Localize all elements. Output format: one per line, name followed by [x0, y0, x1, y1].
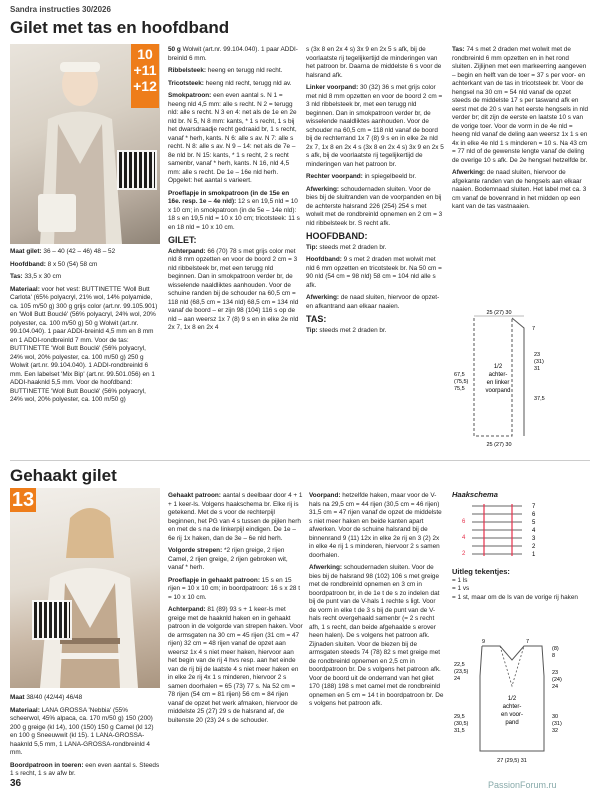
- paragraph-text: 15 s en 15 rijen = 10 x 10 cm; in boordpatroon: 16 s x 28 t = 10 x 10 cm.: [168, 576, 300, 601]
- paragraph-lead: Afwerking:: [309, 564, 343, 571]
- svg-text:32: 32: [552, 728, 559, 734]
- site-watermark: PassionForum.ru: [488, 780, 557, 790]
- paragraph-text: steeds met 2 draden br.: [317, 326, 387, 334]
- paragraph-lead: Materiaal:: [10, 706, 40, 714]
- paragraph-text: 74 s met 2 draden met wolwit met de rondbreinld 6 mm opzetten en in het rond sluiten. Zijlijnen met een markeerring aangeven – begin en helft van de toer = 37 s per voor- en achterkant van de tas in tricotsteek br. Voor de hengsel na 30 cm = 54 nld vanaf de opzet steeds de middelste 17 s per taswand afk en eerst met de 20 s van het eerste hengsels in nld verder br; dit zijn de eerste en laatste 10 s van de vorige toer. Voor de vorm in de 4e nld = heeng nld vanaf de deling aan weersz 1x 1 s en 4x in elke 4e nld 1 s minderen = 10 s. Na 43 cm = 77 nld of de gewenste lengte vanaf de deling de overige 10 s afk. De 2e hengsel hetzelfde br.: [452, 46, 589, 164]
- paragraph-text: aantal s deelbaar door 4 + 1 + 1 keer-ls. Volgens haakschema br. Elke rij is getekend. Met de s voor de rechterpijl beginnen, het PG van 4 s tussen de pijlen herh en met de s na de linkerpijl eindigen. De 1e – 6e rij 1x haken, dan de 3e – 6e nld herh.: [168, 492, 303, 542]
- svg-text:7: 7: [532, 504, 536, 510]
- paragraph-lead: Maat gilet:: [10, 248, 42, 255]
- paragraph: [168, 577, 303, 603]
- paragraph-lead: Materiaal:: [10, 285, 40, 293]
- svg-text:(24): (24): [552, 677, 562, 683]
- page-number: 36: [10, 778, 22, 789]
- qr-code-1[interactable]: [117, 150, 157, 190]
- paragraph-text: 30 (32) 36 s met grijs color met nld 8 mm opzetten en voor de boord 2 cm = 3 nld ribbelsteek br, met een terugg nld beginnen. Dan in smokpatroon verder br, de wisselende naaldliktes aanhouden. Voor de schouder na 60,5 cm = 118 nld vanaf de boord bij de rechterrand 1x 7 (8) 9 s en in elke 2e nld 2x 7, 1x 8 en 2x 4 s (3x 8 en 2x 4 s) 3x 9 en 2x 5 s afk, bij de voorlaatste rij tegelijkertijd de minderingen van het patroon br.: [306, 84, 444, 168]
- svg-text:1: 1: [532, 552, 536, 558]
- svg-text:en linker: en linker: [486, 380, 510, 386]
- qr-code-2[interactable]: [32, 600, 72, 640]
- svg-text:(8): (8): [552, 646, 559, 652]
- svg-text:(23,5): (23,5): [454, 669, 469, 675]
- paragraph-lead: Boordpatroon in toeren:: [10, 761, 84, 769]
- svg-text:(31): (31): [552, 721, 562, 727]
- svg-text:2: 2: [532, 544, 536, 550]
- paragraph-lead: Tas:: [10, 273, 23, 280]
- svg-text:4: 4: [532, 528, 536, 534]
- s1-col4: [452, 46, 590, 216]
- svg-text:67,5: 67,5: [454, 372, 465, 378]
- legend-vs: = 1 vs: [452, 585, 470, 592]
- s1-col3: [306, 46, 444, 339]
- paragraph-lead: Afwerking:: [306, 185, 340, 193]
- section2-title: Gehaakt gilet: [10, 466, 117, 485]
- paragraph-text: een even aantal s. N 1 = heeng nld 4,5 mm: alle s recht. N 2 = terugg nld: alle s recht. N 3 en 4: net als de 1e en 2e nld br. N 5, N 8 mm: kants, * 1 s recht, 1 s bij het dwarsdraadje recht gedraaid br, 1 s recht, vanaf * herh, kants. N 6: alle s av. N 7: alle s recht. N 8: alle s av. N 9 – 14: net als de 7e – 8e nld br. N 15: kants, * 1 s recht, 2 s recht samenbr, vanaf * herh, kants. N 16, nld 4,5 mm: alle s recht. De 1e – 16e nld herh. Opgelet: het aantal s varieert.: [168, 92, 297, 184]
- svg-text:1/2: 1/2: [507, 696, 517, 702]
- paragraph: [10, 694, 160, 703]
- svg-text:23: 23: [534, 352, 541, 358]
- magazine-header: Sandra instructies 30/2026: [10, 5, 111, 14]
- s2-col1: [10, 694, 160, 783]
- svg-text:24: 24: [552, 684, 559, 690]
- paragraph-text: 8 x 50 (54) 58 cm: [45, 260, 98, 268]
- paragraph-lead: Tricotsteek:: [168, 79, 204, 87]
- paragraph-lead: Voorpand:: [309, 492, 341, 499]
- paragraph-lead: Maat: [10, 694, 25, 701]
- paragraph: [10, 707, 160, 758]
- paragraph-text: 81 (89) 93 s + 1 keer-ls met greige met de haaknld haken en in gehaakt patroon in de volgorde van strepen haken. Voor de armsgaten na 30 cm = 45 rijen (31 cm = 47 rijen) 32 cm = 48 rijen vanaf de opzet aan weersz 1x 4 s niet meer haken, hiervoor aan het begin van de rij 4 hvs resp. aan het einde van de rij bij de laatste 4 s niet meer haken en in elke 2e rij 4x 1 s minderen, hiervoor 2 s samen doorhalen = 65 (73) 77 s. Na 52 cm = 78 rijen (54 cm = 81 rijen) 56 cm = 84 rijen vanaf de opzet het werk afmaken, hiervoor de middelste 25 (27) 29 s de halsrand af, de buitenste 20 (23) 24 s de schouder.: [168, 606, 303, 724]
- paragraph: [306, 173, 444, 182]
- paragraph-text: heeng nld recht, terugg nld av.: [203, 79, 292, 87]
- paragraph: [168, 92, 300, 186]
- s1-pattern-diagram: [452, 308, 592, 448]
- paragraph: [306, 84, 444, 169]
- svg-text:achter-: achter-: [488, 372, 508, 378]
- svg-text:en voor-: en voor-: [500, 712, 524, 718]
- s1-dia-top-small: 7: [532, 326, 536, 332]
- paragraph: [168, 547, 303, 573]
- haakschema-chart: [452, 500, 592, 560]
- paragraph-text: steeds met 2 draden br.: [317, 243, 387, 251]
- section-divider: [10, 460, 590, 461]
- section1-title: Gilet met tas en hoofdband: [10, 18, 230, 37]
- paragraph: [10, 261, 160, 270]
- pattern-badge-13: 13: [11, 489, 35, 511]
- paragraph-lead: Hoofdband:: [306, 256, 342, 263]
- s1-col1: [10, 248, 160, 409]
- paragraph: [168, 492, 303, 543]
- paragraph-lead: Hoofdband:: [10, 260, 46, 268]
- paragraph-text: s (3x 8 en 2x 4 s) 3x 9 en 2x 5 s afk, bij de voorlaatste rij tegelijkertijd de minderingen van het patroon br. Daarna de middelste 6 s voor de halsrand afk.: [306, 46, 442, 79]
- legend-st: = 1 st, maar om de ls van de vorige rij haken: [452, 593, 578, 601]
- paragraph-text: heeng en terugg nld recht.: [206, 67, 283, 74]
- svg-text:2: 2: [462, 551, 466, 557]
- s1-col2: [168, 46, 300, 337]
- paragraph: [306, 186, 444, 229]
- pattern-badge-10-12: 10 +11 +12: [131, 44, 159, 108]
- paragraph: [306, 256, 444, 290]
- paragraph-lead: Afwerking:: [452, 169, 486, 176]
- paragraph: [306, 294, 444, 311]
- paragraph-text: een even aantal s. Steeds 1 s recht, 1 s av afw br.: [10, 761, 160, 777]
- paragraph-lead: Proeflapje in gehaakt patroon:: [168, 576, 260, 584]
- svg-text:achter-: achter-: [502, 704, 522, 710]
- svg-text:31: 31: [534, 366, 541, 372]
- paragraph-lead: Volgorde strepen:: [168, 547, 223, 554]
- s2-dia-bottom: 27 (29,5) 31: [497, 758, 527, 764]
- svg-text:9: 9: [482, 639, 486, 645]
- svg-text:24: 24: [454, 676, 461, 682]
- svg-text:30: 30: [552, 714, 559, 720]
- paragraph: [452, 46, 590, 165]
- paragraph-lead: Achterpand:: [168, 247, 206, 255]
- svg-text:(30,5): (30,5): [454, 721, 469, 727]
- paragraph-lead: Tip:: [306, 243, 318, 251]
- s1-dia-bottom: 25 (27) 30: [486, 442, 512, 448]
- svg-text:23: 23: [552, 670, 559, 676]
- paragraph-text: 36 – 40 (42 – 46) 48 – 52: [41, 248, 116, 255]
- svg-text:pand: pand: [505, 720, 519, 726]
- paragraph-lead: Gehaakt patroon:: [168, 492, 221, 499]
- paragraph-text: de naad sluiten, hiervoor de afgekante randen van de hengsels aan elkaar naaien. Bodemnaad sluiten. Het label met ca. 3 cm vanaf de bovenrand in het midden op een kant van de tas vastnaaien.: [452, 169, 587, 210]
- legend: Uitleg tekentjes: = 1 ls = 1 vs = 1 st, maar om de ls van de vorige rij haken: [452, 568, 592, 602]
- legend-ls: = 1 ls: [452, 576, 468, 584]
- paragraph: [168, 46, 300, 63]
- paragraph-lead: Afwerking:: [306, 294, 340, 301]
- paragraph-lead: Tas:: [452, 46, 465, 53]
- paragraph-lead: Linker voorpand:: [306, 84, 359, 91]
- svg-text:1/2: 1/2: [493, 364, 503, 370]
- photo-2-figure: [10, 488, 160, 688]
- paragraph: [309, 564, 444, 709]
- paragraph-text: 66 (70) 78 s met grijs color met nld 8 mm opzetten en voor de boord 2 cm = 3 nld ribbelsteek br, met een terugg nld beginnen. Dan in smokpatroon verder br, de wisselende naaldliktes aanhouden. Voor de schuine randen bij de schouder na 60,5 cm = 118 nld (68,5 cm = 134 nld) 68,5 cm = 134 nld vanaf de boord – er zijn 98 (104) 116 s op de nld – aan weersz 1x 7 (8) 9 s en in elke 2e nld 2x 7, 1x 8 en 2x 4: [168, 247, 299, 331]
- section-heading: GILET:: [168, 235, 197, 245]
- paragraph-text: Wolwit (art.nr. 99.104.040). 1 paar ADDI-breinld 6 mm.: [168, 46, 298, 62]
- paragraph: [168, 67, 300, 76]
- paragraph: [168, 606, 303, 725]
- paragraph: [306, 46, 444, 80]
- paragraph: [168, 80, 300, 89]
- svg-text:6: 6: [532, 512, 536, 518]
- svg-text:voorpand: voorpand: [485, 388, 511, 394]
- paragraph-lead: Rechter voorpand:: [306, 173, 363, 180]
- paragraph-text: schoudernaden sluiten. Voor de bies bij de halsrand 98 (102) 106 s met greige met de rondbreinld opnemen en 3 cm in boordpatroon br, in de 1e t de s zo indelen dat bij de punt van de V-hals 1 rechte s ligt. Voor de vorm in elke t de 3 s bij de punt van de V-hals recht overgehaald samenbr (= 2 s recht afh, 1 s recht, dan beide afgehaalde s erover heen halen). De s volgens het patroon afk. Zijnaden sluiten. Voor de biezen bij de armsgaten steeds 74 (78) 82 s met greige met de rondbreinld opnemen en 2,5 cm in boordpatroon br. De s volgens het patroon afk. Voor de boord uit de onderrand van het gilet 170 (188) 198 s met camel met de rondbreinld opnemen en 5 cm = 14 t in boordpatroon br. De s volgens het patroon afk.: [309, 564, 444, 707]
- paragraph: [10, 762, 160, 779]
- s2-pattern-diagram: [452, 636, 592, 766]
- svg-text:37,5: 37,5: [534, 396, 545, 402]
- section-heading: TAS:: [306, 314, 327, 324]
- svg-text:8: 8: [552, 653, 556, 659]
- paragraph: [306, 244, 444, 253]
- svg-text:(75,5): (75,5): [454, 379, 469, 385]
- paragraph-text: voor het vest: BUTTINETTE 'Woll Butt Carlota' (65% polyacryl, 21% wol, 14% polyamide, ca. 105 m/50 g) 300 g grijs color (art.nr. 99.105.901) en 'Woll Butt Bouclé' (56% polyacryl, 24% wol, 20% polyester, ca. 100 m/50 g) 50 g Wolwit (art.nr. 99.104.040). 1 paar ADDI-breinld 4,5 mm en 8 mm en 1 ADDI-rondbreinld 7 mm. Voor de tas: BUTTINETTE 'Woll Butt Bouclé' (56% polyacryl, 24% wol, 20% polyester, ca. 100 m/50 g) 250 g Wolwit (art.nr. 99.104.040). 1 ADDI-rondbreinld 6 mm. Een labelset 'Mix Bip' (art.nr. 99.501.056) en 1 ADDI-haaknld 5,5 mm. Voor de hoofdband: BUTTINETTE 'Woll Butt Bouclé' (56% polyacryl, 24% wol, 20% polyester, ca. 100 m/50 g): [10, 285, 158, 403]
- paragraph-text: LANA GROSSA 'Nebbia' (55% scheerwol, 45% alpaca, ca. 170 m/50 g) 150 (200) 200 g greige (kl 14), 100 (150) 150 g Camel (kl 12) en 100 g Sneeuwwit (kl 15). 1 LANA-GROSSA-haaknld 5,5 mm, 1 LANA-GROSSA-rondbreinld 4 mm.: [10, 706, 154, 756]
- model-photo-2: [10, 488, 160, 688]
- svg-text:75,5: 75,5: [454, 386, 465, 392]
- paragraph: [10, 273, 160, 282]
- paragraph-text: schoudernaden sluiten. Voor de bies bij de sluitranden van de voorpanden en bij de achterste halsrand 226 (254) 254 s met wolwit met de rondbreinld opnemen en 2 cm = 3 nld ribbelsteek br. S recht afk.: [306, 185, 443, 227]
- paragraph-lead: 50 g: [168, 46, 181, 53]
- paragraph-lead: Achterpand:: [168, 606, 206, 613]
- svg-text:6: 6: [462, 519, 466, 525]
- paragraph-text: 33,5 x 30 cm: [22, 273, 62, 280]
- paragraph: [309, 492, 444, 560]
- svg-text:31,5: 31,5: [454, 728, 465, 734]
- s2-col2: [168, 492, 303, 729]
- svg-text:7: 7: [526, 639, 530, 645]
- paragraph-lead: Proeflapje in smokpatroon (in de 15e en 16e. resp. 1e – 4e nld):: [168, 189, 290, 205]
- paragraph: [10, 248, 160, 257]
- paragraph-text: hetzelfde haken, maar voor de V-hals na 29,5 cm = 44 rijen (30,5 cm = 46 rijen) 31,5 cm = 47 rijen vanaf de opzet de middelste s niet meer haken en beide kanten apart afwerken. Voor de schuine halsrand bij de binnenrand 9 (11) 12x in elke 2e rij en 3 (2) 2x in elke 4e rij 1 s minderen, hiervoor 2 s samen doorhalen.: [309, 492, 442, 559]
- paragraph: [306, 327, 444, 336]
- svg-text:22,5: 22,5: [454, 662, 465, 668]
- s2-col3: [309, 492, 444, 713]
- svg-text:(31): (31): [534, 359, 544, 365]
- section-heading: HOOFDBAND:: [306, 231, 368, 241]
- paragraph-text: 12 s en 19,5 nld = 10 x 10 cm; in smokpatroon (in de 5e – 14e nld): 18 s en 19,5 nld = 10 x 10 cm; tricotsteek: 11 s en 18 nld = 10 x 10 cm.: [168, 198, 300, 231]
- paragraph-text: de naad sluiten, hiervoor de opzet- en afkantrand aan elkaar naaien.: [306, 294, 440, 310]
- paragraph-text: in spiegelbeeld br.: [362, 173, 417, 180]
- paragraph: [10, 286, 160, 405]
- paragraph: [168, 248, 300, 333]
- paragraph: [452, 169, 590, 212]
- haakschema-title: Haakschema: [452, 490, 498, 499]
- paragraph-text: 9 s met 2 draden met wolwit met nld 6 mm opzetten en tricotsteek br. Na 50 cm = 90 nld (54 cm = 98 nld) 58 cm = 104 nld alle s afk.: [306, 256, 442, 289]
- svg-text:5: 5: [532, 520, 536, 526]
- paragraph-lead: Tip:: [306, 326, 318, 334]
- paragraph-text: *2 rijen greige, 2 rijen Camel, 2 rijen greige, 2 rijen gebroken wit, vanaf * herh.: [168, 547, 288, 571]
- paragraph-lead: Ribbelsteek:: [168, 67, 207, 74]
- svg-text:29,5: 29,5: [454, 714, 465, 720]
- paragraph-text: 38/40 (42/44) 46/48: [24, 694, 83, 701]
- s1-dia-top: 25 (27) 30: [486, 310, 512, 316]
- paragraph: [168, 190, 300, 233]
- paragraph-lead: Smokpatroon:: [168, 92, 212, 99]
- svg-text:4: 4: [462, 535, 466, 541]
- svg-text:3: 3: [532, 536, 536, 542]
